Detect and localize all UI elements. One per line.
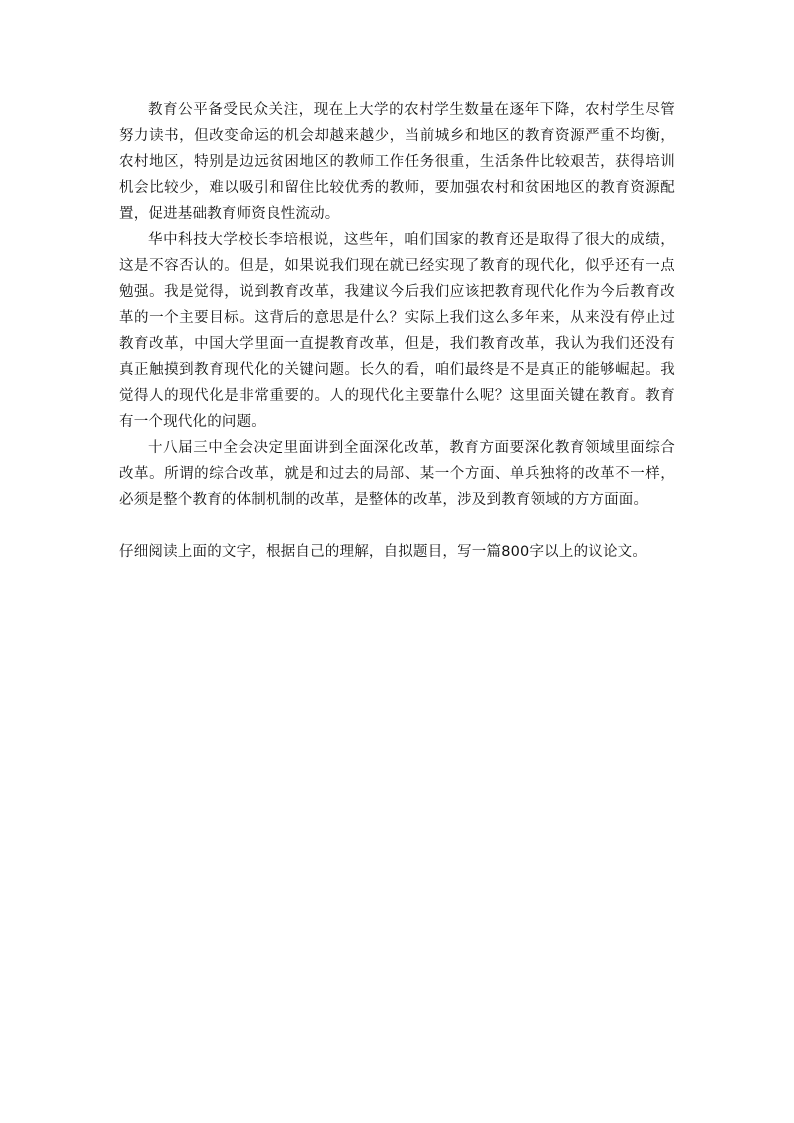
document-body <box>119 97 675 565</box>
paragraph-spacer <box>119 513 675 539</box>
writing-instruction: 仔细阅读上面的文字，根据自己的理解，自拟题目，写一篇800字以上的议论文。 <box>119 544 648 560</box>
paragraph-comprehensive-reform: 十八届三中全会决定里面讲到全面深化改革，教育方面要深化教育领域里面综合改革。所谓的综合改革，就是和过去的局部、某一个方面、单兵独将的改革不一样，必须是整个教育的体制机制的改革，是整体的改革，涉及到教育领域的方方面面。 <box>119 440 675 508</box>
paragraph-education-equity: 教育公平备受民众关注，现在上大学的农村学生数量在逐年下降，农村学生尽管努力读书，但改变命运的机会却越来越少，当前城乡和地区的教育资源严重不均衡，农村地区，特别是边远贫困地区的教师工作任务很重，生活条件比较艰苦，获得培训机会比较少，难以吸引和留住比较优秀的教师，要加强农村和贫困地区的教育资源配置，促进基础教育师资良性流动。 <box>119 102 675 222</box>
paragraph-li-peigen-quote: 华中科技大学校长李培根说，这些年，咱们国家的教育还是取得了很大的成绩，这是不容否认的。但是，如果说我们现在就已经实现了教育的现代化，似乎还有一点勉强。我是觉得，说到教育改革，我建议今后我们应该把教育现代化作为今后教育改革的一个主要目标。这背后的意思是什么？实际上我们这么多年来，从来没有停止过教育改革，中国大学里面一直提教育改革，但是，我们教育改革，我认为我们还没有真正触摸到教育现代化的关键问题。长久的看，咱们最终是不是真正的能够崛起。我觉得人的现代化是非常重要的。人的现代化主要靠什么呢？这里面关键在教育。教育有一个现代化的问题。 <box>119 232 675 430</box>
